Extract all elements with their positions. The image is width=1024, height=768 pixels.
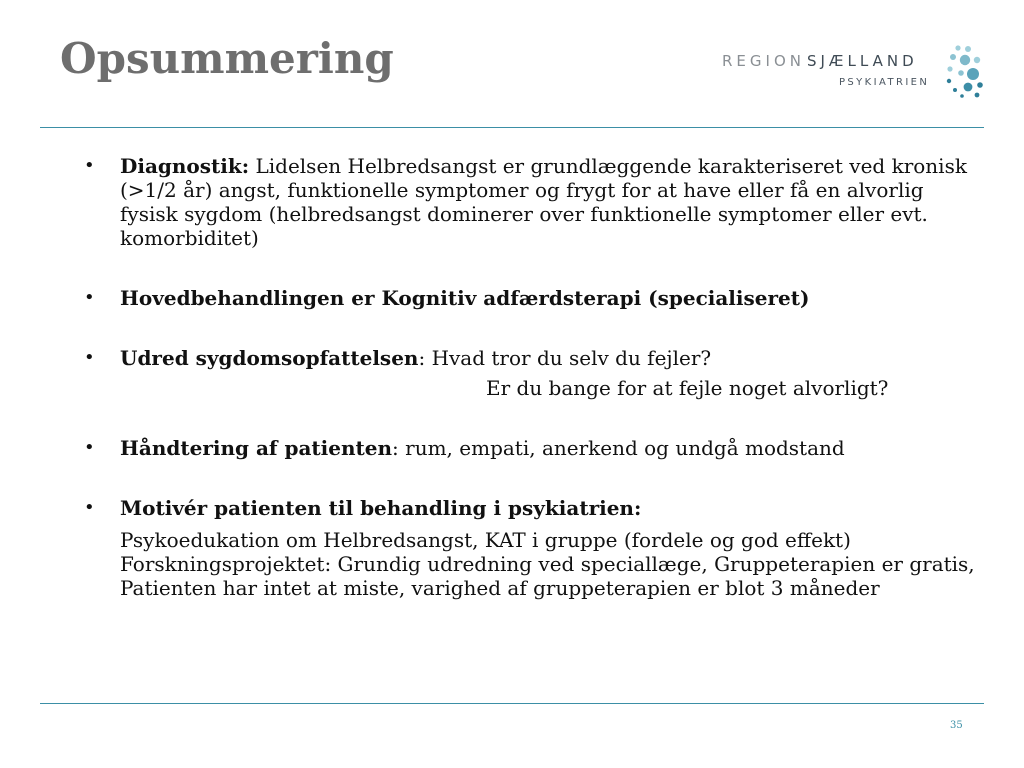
bullet-text: : Hvad tror du selv du fejler? [418,346,712,370]
bullet-label: Hovedbehandlingen er Kognitiv adfærdsterapi (specialiseret) [120,286,810,310]
bullet-text: Lidelsen Helbredsangst er grundlæggende karakteriseret ved kronisk (>1/2 år) angst, funktionelle symptomer og frygt for at have eller få en alvorlig fysisk sygdom (helbredsangst dominerer over funktionelle symptomer eller evt. komorbiditet) [120,154,967,250]
motiver-paragraph: Psykoedukation om Helbredsangst, KAT i gruppe (fordele og god effekt) Forskningsprojektet: Grundig udredning ved speciallæge, Gruppeterapien er gratis, Patienten har intet at miste, varighed af gruppeterapien er blot 3 måneder [120,528,975,600]
bottom-divider [40,703,984,704]
bullet-label: Diagnostik: [120,154,250,178]
bullet-dot: • [84,437,95,458]
bullet-udred [84,346,979,400]
logo-region-word: REGION [722,52,805,70]
slide-content [84,154,979,600]
bullet-haandtering [84,436,979,460]
bullet-hovedbehandling [84,286,979,310]
bullet-diagnostik [84,154,979,250]
bullet-motiver [84,496,979,520]
bullet-dot: • [84,287,95,308]
bullet-continuation: Er du bange for at fejle noget alvorligt? [486,376,889,400]
bullet-label: Håndtering af patienten [120,436,393,460]
page-number: 35 [950,720,963,731]
bullet-dot: • [84,497,95,518]
bullet-dot: • [84,155,95,176]
region-sjaelland-logo [722,44,992,100]
bullet-dot: • [84,347,95,368]
bullet-text: : rum, empati, anerkend og undgå modstand [392,436,845,460]
bullet-label: Udred sygdomsopfattelsen [120,346,419,370]
logo-region-name: SJÆLLAND [806,52,918,70]
bullet-label: Motivér patienten til behandling i psykiatrien: [120,496,642,520]
top-divider [40,127,984,128]
logo-subtitle: PSYKIATRIEN [839,77,930,88]
dots-cluster-icon [944,44,988,100]
logo-region-text [722,52,918,70]
slide-title: Opsummering [60,34,394,83]
